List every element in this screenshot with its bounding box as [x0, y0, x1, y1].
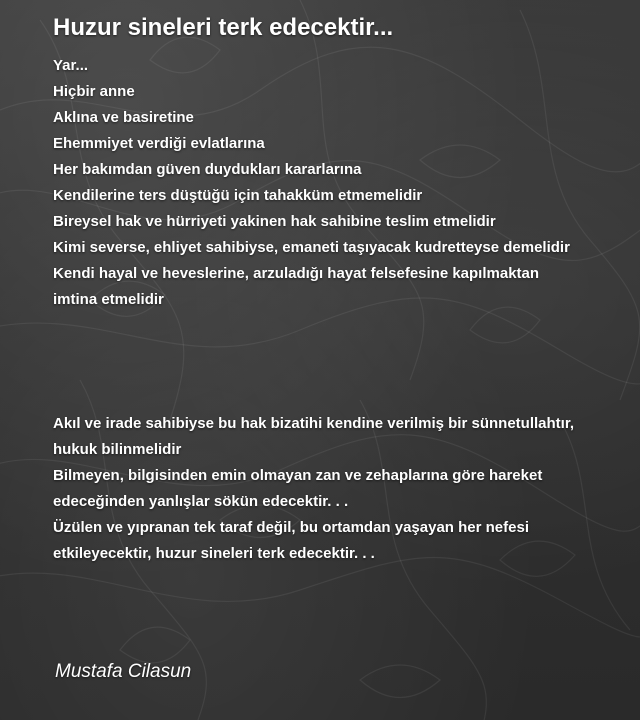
poem-line: Her bakımdan güven duydukları kararlarına [53, 161, 362, 178]
poem-line: etkileyecektir, huzur sineleri terk edecektir. . . [53, 545, 375, 562]
poem-stanza-2 [53, 411, 633, 567]
poem-line: imtina etmelidir [53, 291, 164, 308]
poem-line: Aklına ve basiretine [53, 109, 194, 126]
poem-line: Bireysel hak ve hürriyeti yakinen hak sahibine teslim etmelidir [53, 213, 496, 230]
poem-line: Ehemmiyet verdiği evlatlarına [53, 135, 265, 152]
poem-line: Kendilerine ters düştüğü için tahakküm etmemelidir [53, 187, 423, 204]
poem-line: Bilmeyen, bilgisinden emin olmayan zan ve zehaplarına göre hareket [53, 467, 543, 484]
poem-line: Üzülen ve yıpranan tek taraf değil, bu ortamdan yaşayan her nefesi [53, 519, 529, 536]
poem-line: Akıl ve irade sahibiyse bu hak bizatihi kendine verilmiş bir sünnetullahtır, [53, 415, 574, 432]
poem-line: hukuk bilinmelidir [53, 441, 182, 458]
poem-line: Yar... [53, 57, 89, 74]
poem-line: Hiçbir anne [53, 83, 135, 100]
poem-line: edeceğinden yanlışlar sökün edecektir. . . [53, 493, 349, 510]
poem-title: Huzur sineleri terk edecektir... [53, 14, 394, 41]
poem-author: Mustafa Cilasun [55, 661, 192, 682]
poem-line: Kendi hayal ve heveslerine, arzuladığı hayat felsefesine kapılmaktan [53, 265, 540, 282]
poem-line: Kimi severse, ehliyet sahibiyse, emaneti taşıyacak kudretteyse demelidir [53, 239, 570, 256]
poem-stanza-1 [53, 53, 633, 313]
